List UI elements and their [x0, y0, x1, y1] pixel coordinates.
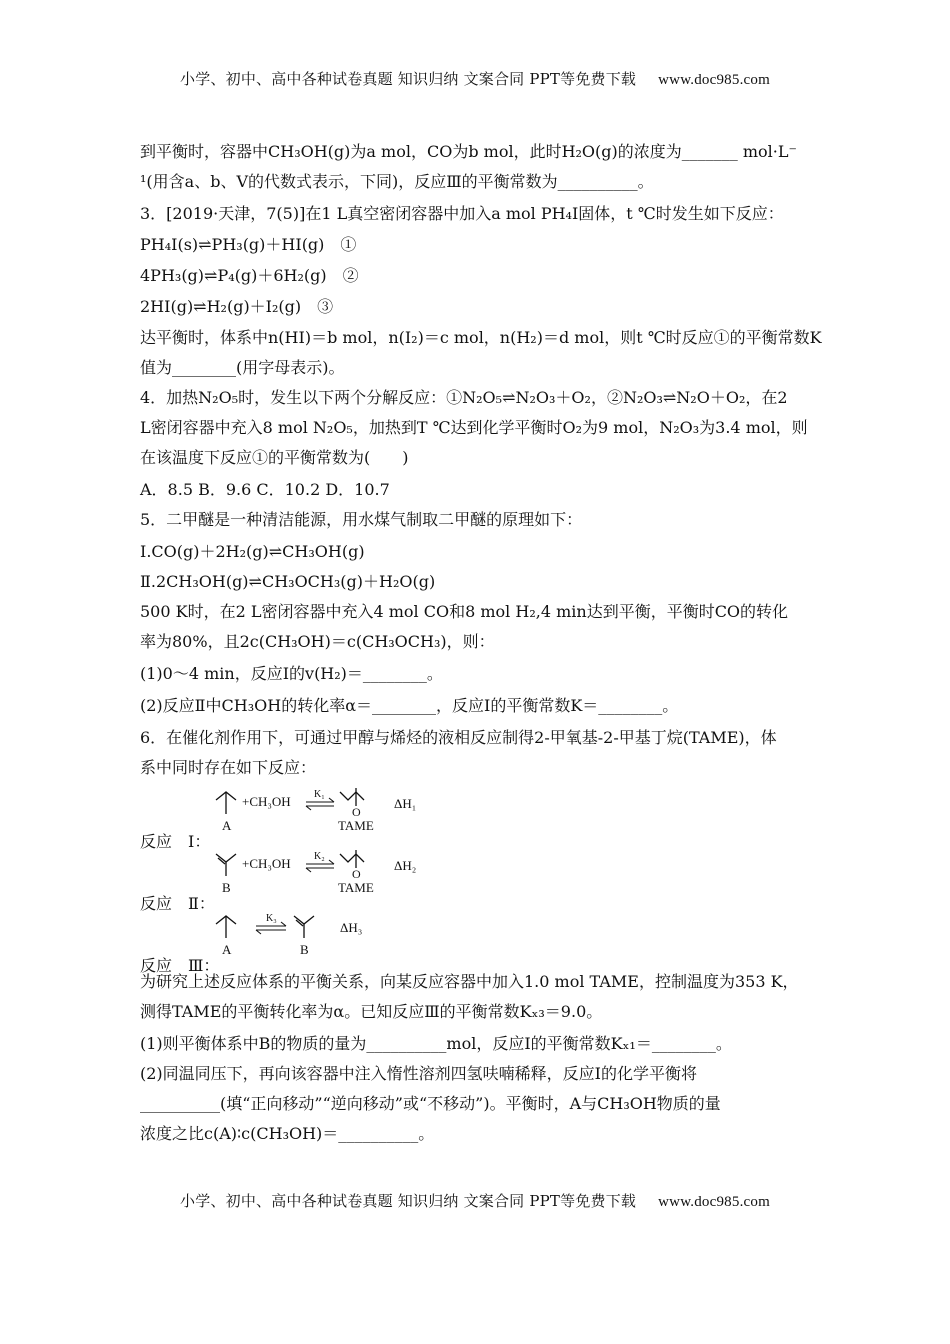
tame-structure-icon	[340, 788, 364, 806]
reactant-label: A	[222, 818, 232, 833]
header-text: 小学、初中、高中各种试卷真题 知识归纳 文案合同 PPT等免费下载	[180, 70, 637, 88]
footer-site: www.doc985.com	[658, 1194, 770, 1210]
molecule-b-icon	[216, 854, 236, 876]
product-label: TAME	[338, 818, 374, 833]
k-label: K₃	[266, 913, 277, 924]
molecule-b-icon	[294, 916, 314, 938]
answer-options: A．8.5 B．9.6 C．10.2 D．10.7	[140, 480, 390, 499]
question-4-title: 4．加热N₂O₅时，发生以下两个分解反应：①N₂O₅⇌N₂O₃＋O₂，②N₂O₃⇌N₂O＋O₂，在2	[140, 388, 788, 407]
question-3-title: 3．[2019·天津，7(5)]在1 L真空密闭容器中加入a mol PH₄I固体，t ℃时发生如下反应：	[140, 204, 784, 223]
delta-h-label: ΔH₁	[394, 796, 417, 811]
reaction-1-scheme	[212, 788, 512, 848]
text-line: 在该温度下反应①的平衡常数为( )	[140, 448, 409, 467]
question-5-title: 5．二甲醚是一种清洁能源，用水煤气制取二甲醚的原理如下：	[140, 510, 583, 529]
text-line: 值为________(用字母表示)。	[140, 358, 345, 377]
reactant-label: B	[222, 880, 231, 895]
molecule-a-icon	[216, 792, 236, 814]
text-line: 测得TAME的平衡转化率为α。已知反应Ⅲ的平衡常数Kₓ₃＝9.0。	[140, 1002, 603, 1021]
footer-text: 小学、初中、高中各种试卷真题 知识归纳 文案合同 PPT等免费下载	[180, 1192, 637, 1210]
text-line: 浓度之比c(A)∶c(CH₃OH)＝__________。	[140, 1124, 435, 1143]
tame-structure-icon	[340, 850, 364, 868]
page-footer	[0, 1190, 950, 1211]
equation-1: PH₄I(s)⇌PH₃(g)＋HI(g) ①	[140, 235, 357, 254]
text-line: 到平衡时，容器中CH₃OH(g)为a mol，CO为b mol，此时H₂O(g)的浓度为_______ mol·L⁻	[140, 142, 797, 161]
molecule-a-icon	[216, 916, 236, 938]
equation-II: Ⅱ.2CH₃OH(g)⇌CH₃OCH₃(g)＋H₂O(g)	[140, 572, 436, 591]
text-line: __________(填“正向移动”“逆向移动”或“不移动”)。平衡时，A与CH₃OH物质的量	[140, 1094, 721, 1113]
reaction-2-scheme	[212, 850, 512, 910]
product-label: B	[300, 942, 309, 957]
reagent-label: +CH₃OH	[242, 856, 291, 871]
text-line: 500 K时，在2 L密闭容器中充入4 mol CO和8 mol H₂,4 min达到平衡，平衡时CO的转化	[140, 602, 789, 621]
product-label: TAME	[338, 880, 374, 895]
k-label: K₁	[314, 789, 325, 800]
text-line: 率为80%，且2c(CH₃OH)＝c(CH₃OCH₃)，则：	[140, 632, 495, 651]
sub-question: (2)同温同压下，再向该容器中注入惰性溶剂四氢呋喃稀释，反应Ⅰ的化学平衡将	[140, 1064, 697, 1083]
oxygen-label: O	[352, 867, 361, 881]
equation-3: 2HI(g)⇌H₂(g)＋I₂(g) ③	[140, 297, 334, 316]
header-site: www.doc985.com	[658, 72, 770, 88]
text-line: L密闭容器中充入8 mol N₂O₅，加热到T ℃达到化学平衡时O₂为9 mol，N₂O₃为3.4 mol，则	[140, 418, 808, 437]
sub-question: (1)0～4 min，反应Ⅰ的v(H₂)＝________。	[140, 664, 443, 683]
delta-h-label: ΔH₂	[394, 858, 417, 873]
text-line: ¹(用含a、b、V的代数式表示，下同)，反应Ⅲ的平衡常数为__________。	[140, 172, 654, 191]
delta-h-label: ΔH₃	[340, 920, 363, 935]
sub-question: (2)反应Ⅱ中CH₃OH的转化率α＝________，反应Ⅰ的平衡常数K＝________。	[140, 696, 679, 715]
question-6-title: 6．在催化剂作用下，可通过甲醇与烯烃的液相反应制得2-甲氧基-2-甲基丁烷(TAME)，体	[140, 728, 777, 747]
oxygen-label: O	[352, 805, 361, 819]
reagent-label: +CH₃OH	[242, 794, 291, 809]
text-line: 达平衡时，体系中n(HI)＝b mol，n(I₂)＝c mol，n(H₂)＝d mol，则t ℃时反应①的平衡常数K	[140, 328, 822, 347]
sub-question: (1)则平衡体系中B的物质的量为__________mol，反应Ⅰ的平衡常数Kₓ₁＝________。	[140, 1034, 732, 1053]
equation-I: Ⅰ.CO(g)＋2H₂(g)⇌CH₃OH(g)	[140, 542, 365, 561]
reaction-2	[140, 850, 470, 913]
page-header	[0, 68, 950, 89]
text-line: 系中同时存在如下反应：	[140, 758, 317, 777]
reactant-label: A	[222, 942, 232, 957]
reaction-label: 反应 Ⅲ：	[140, 956, 220, 975]
k-label: K₂	[314, 851, 325, 862]
reaction-1	[140, 788, 470, 851]
reaction-3-scheme	[212, 912, 512, 972]
reaction-3	[140, 912, 470, 975]
reaction-label: 反应 Ⅰ：	[140, 832, 211, 851]
reaction-label: 反应 Ⅱ：	[140, 894, 215, 913]
equation-2: 4PH₃(g)⇌P₄(g)＋6H₂(g) ②	[140, 266, 359, 285]
text-line: 为研究上述反应体系的平衡关系，向某反应容器中加入1.0 mol TAME，控制温度为353 K，	[140, 972, 799, 991]
